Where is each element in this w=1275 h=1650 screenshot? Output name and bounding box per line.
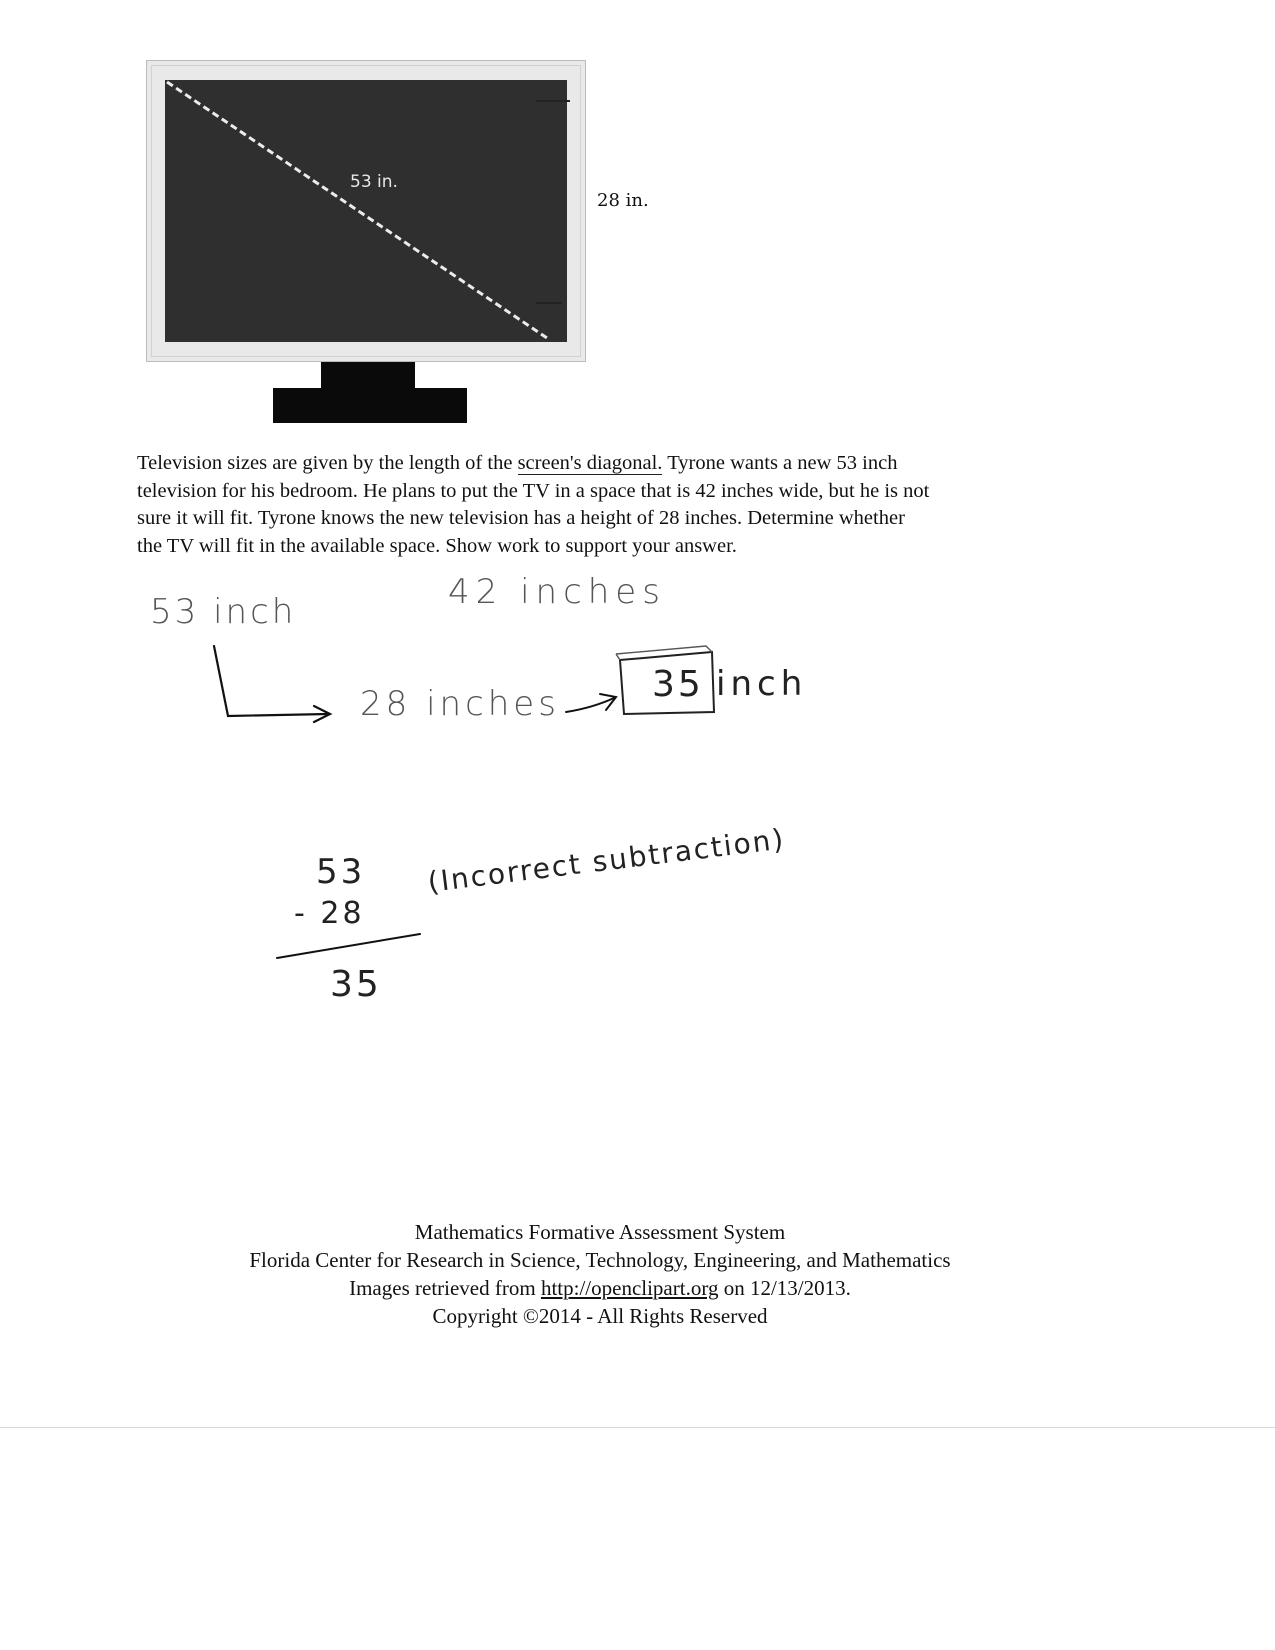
handwritten-42-inches: 42 inches	[448, 572, 666, 612]
footer	[150, 1218, 1050, 1330]
handwritten-28-inches: 28 inches	[360, 684, 560, 724]
problem-line-2: television for his bedroom. He plans to put the TV in a space that is 42 inches wide, but he is not	[137, 479, 930, 502]
scan-line	[0, 1427, 1275, 1428]
footer-line-1: Mathematics Formative Assessment System	[414, 1220, 786, 1244]
problem-line-1b: Tyrone wants a new 53 inch	[667, 452, 898, 474]
footer-line-2: Florida Center for Research in Science, Technology, Engineering, and Mathematics	[249, 1248, 951, 1272]
handwritten-subtrahend: - 28	[294, 896, 365, 931]
handwritten-53-inch: 53 inch	[150, 592, 297, 632]
problem-line-4: the TV will fit in the available space. Show work to support your answer.	[137, 534, 737, 557]
openclipart-link[interactable]: http://openclipart.org	[540, 1276, 719, 1300]
handwritten-result-35: 35	[652, 664, 704, 705]
problem-line-1a: Television sizes are given by the length of the	[137, 452, 513, 474]
footer-copyright: Copyright ©2014 - All Rights Reserved	[432, 1304, 768, 1328]
height-label: 28 in.	[597, 190, 649, 211]
footer-images-suffix: on 12/13/2013.	[723, 1276, 851, 1300]
handwritten-difference: 35	[330, 964, 382, 1005]
handwritten-annotation: (Incorrect subtraction)	[425, 822, 787, 899]
diagonal-label: 53 in.	[350, 172, 398, 192]
footer-images-prefix: Images retrieved from	[349, 1276, 536, 1300]
handwritten-result-unit: inch	[716, 664, 808, 704]
footer-line-3	[150, 1274, 1050, 1302]
handwritten-minuend: 53	[316, 852, 366, 892]
problem-underlined-phrase: screen's diagonal.	[517, 452, 663, 474]
problem-line-3: sure it will fit. Tyrone knows the new television has a height of 28 inches. Determine whether	[137, 507, 905, 529]
